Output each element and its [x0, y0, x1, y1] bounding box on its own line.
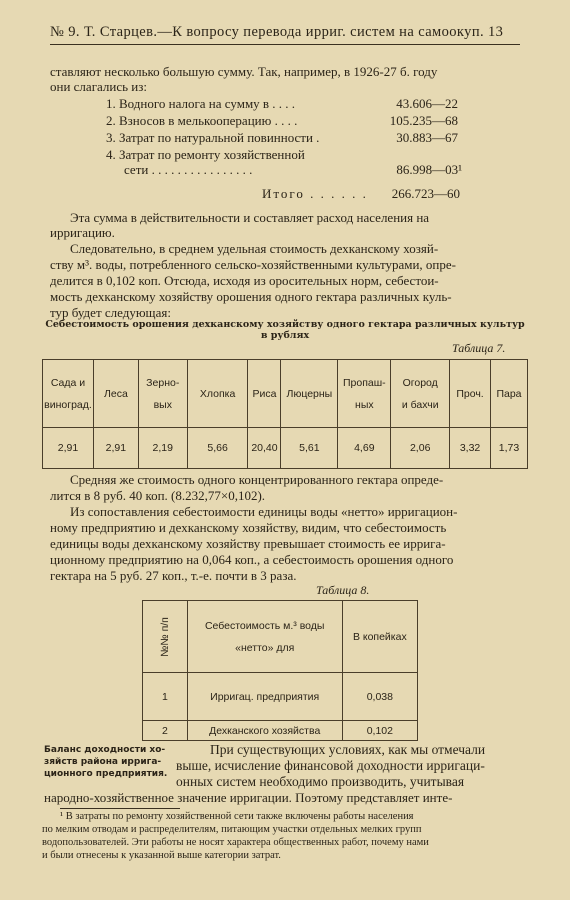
total-label: Итого . . . . . . [262, 186, 368, 201]
table8-row-value: 0,038 [342, 673, 417, 721]
table7-value-cell: 2,19 [138, 428, 187, 469]
table7-value-cell: 2,91 [93, 428, 138, 469]
para5-line-4: народно-хозяйственное значение ирригации. Поэтому представляет инте- [44, 790, 453, 805]
table7-value-cell: 3,32 [450, 428, 491, 469]
para2-line-5: тур будет следующая: [50, 305, 171, 320]
table8-header-row [143, 601, 418, 673]
sidenote-line: Баланс доходности хо- [44, 745, 166, 755]
table-7 [42, 359, 528, 469]
table7-caption [40, 319, 530, 341]
table7-value-cell: 2,06 [391, 428, 450, 469]
table7-caption-line-1: Себестоимость орошения дехканскому хозяйству одного гектара различных культур [45, 319, 525, 330]
footnote-line-1: ¹ В затраты по ремонту хозяйственной сети также включены работы населения [60, 811, 414, 822]
list-item-1-label: 1. Водного налога на сумму в . . . . [106, 96, 296, 111]
footnote-divider [60, 808, 180, 809]
table7-values-row [43, 428, 528, 469]
table8-row [143, 721, 418, 741]
table8-header-desc: Себестоимость м.³ воды «нетто» для [187, 601, 342, 673]
para2-line-3: делится в 0,102 коп. Отсюда, исходя из оросительных норм, себестои- [50, 273, 439, 288]
intro-line-1: ставляют несколько большую сумму. Так, например, в 1926-27 б. году [50, 64, 438, 79]
table7-value-cell: 5,66 [187, 428, 248, 469]
table8-row-desc: Дехканского хозяйства [187, 721, 342, 741]
table8-row-num: 1 [143, 673, 188, 721]
para5-line-3: онных систем необходимо производить, учитывая [176, 774, 465, 789]
footnote-line-3: водопользователей. Эти работы не носят характера общественных работ, почему нами [42, 837, 429, 848]
para4-line-5: гектара на 5 руб. 27 коп., т.-е. почти в 3 раза. [50, 568, 297, 583]
para5-line-2: выше, исчисление финансовой доходности ирригаци- [176, 758, 485, 773]
para4-line-4: ционному предприятию на 0,064 коп., а себестоимость орошения одного [50, 552, 454, 567]
table7-value-cell: 1,73 [491, 428, 528, 469]
para1-line-2: ирригацию. [50, 225, 115, 240]
list-item-4-value: 86.998—03¹ [396, 162, 462, 177]
table8-row [143, 673, 418, 721]
list-item-4-cont-label: сети . . . . . . . . . . . . . . . . [124, 162, 253, 177]
table7-value-cell: 20,40 [248, 428, 281, 469]
para2-line-2: ству м³. воды, потребленного сельско-хозяйственными культурами, опре- [50, 257, 456, 272]
table7-header-cell: Леса [93, 360, 138, 428]
footnote-line-2: по мелким отводам и распределителям, питающим участки отдельных мелких групп [42, 824, 422, 835]
footnote-line-4: и были отнесены к указанной выше категории затрат. [42, 850, 281, 861]
list-item-1-value: 43.606—22 [396, 96, 458, 111]
table7-header-cell: Сада и виноград. [43, 360, 94, 428]
table7-value-cell: 2,91 [43, 428, 94, 469]
para4-line-1: Из сопоставления себестоимости единицы воды «нетто» ирригацион- [70, 504, 458, 519]
table7-header-cell: Риса [248, 360, 281, 428]
table7-header-cell: Пропаш- ных [338, 360, 391, 428]
table7-label: Таблица 7. [452, 341, 506, 355]
para5-line-1: При существующих условиях, как мы отмечали [210, 742, 486, 757]
table8-row-desc: Ирригац. предприятия [187, 673, 342, 721]
table7-caption-line-2: в рублях [260, 330, 310, 341]
table-8 [142, 600, 418, 741]
para2-line-1: Следовательно, в среднем удельная стоимость дехканскому хозяй- [70, 241, 439, 256]
table7-header-cell: Огород и бахчи [391, 360, 450, 428]
table7-header-cell: Пара [491, 360, 528, 428]
table8-header-num: №№ п/п [143, 601, 188, 673]
intro-line-2: они слагались из: [50, 79, 148, 94]
table7-header-cell: Люцерны [281, 360, 338, 428]
table8-row-num: 2 [143, 721, 188, 741]
list-item-2-label: 2. Взносов в мелькооперацию . . . . [106, 113, 298, 128]
para3-line-2: лится в 8 руб. 40 коп. (8.232,77×0,102). [50, 488, 266, 503]
list-item-4-label: 4. Затрат по ремонту хозяйственной [106, 147, 305, 162]
table7-value-cell: 4,69 [338, 428, 391, 469]
table8-label: Таблица 8. [316, 583, 370, 597]
sidenote-line: ционного предприятия. [44, 769, 168, 779]
para4-line-2: ному предприятию и дехканскому хозяйству, видим, что себестоимость [50, 520, 447, 535]
para4-line-3: единицы воды дехканскому хозяйству превышает стоимость ее иррига- [50, 536, 446, 551]
table7-header-cell: Хлопка [187, 360, 248, 428]
para2-line-4: мость дехканскому хозяйству орошения одного гектара различных куль- [50, 289, 452, 304]
page-header: № 9. Т. Старцев.—К вопросу перевода ирриг. систем на самоокуп. 13 [50, 24, 520, 45]
table7-header-cell: Зерно- вых [138, 360, 187, 428]
para1-line-1: Эта сумма в действительности и составляет расход населения на [70, 210, 430, 225]
list-item-3-label: 3. Затрат по натуральной повинности . [106, 130, 320, 145]
list-item-2-value: 105.235—68 [389, 113, 458, 128]
table8-header-value: В копейках [342, 601, 417, 673]
list-item-3-value: 30.883—67 [396, 130, 458, 145]
sidenote [44, 744, 174, 780]
total-value: 266.723—60 [391, 186, 460, 201]
table7-value-cell: 5,61 [281, 428, 338, 469]
sidenote-line: зяйств района ирригa- [44, 757, 162, 767]
table7-header-cell: Проч. [450, 360, 491, 428]
table8-row-value: 0,102 [342, 721, 417, 741]
para3-line-1: Средняя же стоимость одного концентрированного гектара опреде- [70, 472, 444, 487]
table7-header-row [43, 360, 528, 428]
